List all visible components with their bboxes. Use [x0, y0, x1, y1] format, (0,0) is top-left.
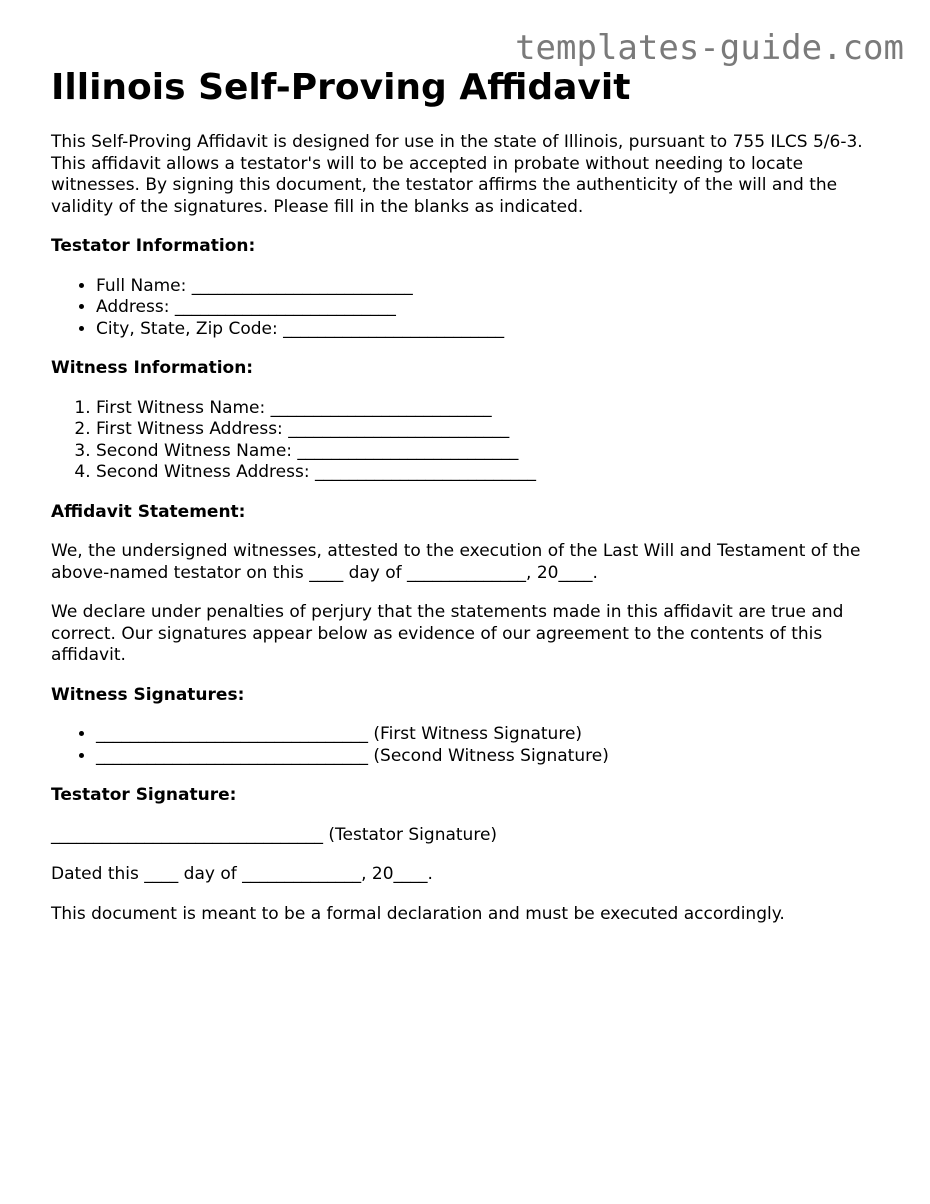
- document-title: Illinois Self-Proving Affidavit: [51, 67, 631, 108]
- testator-signature-line: ________________________________ (Testator Signature): [51, 824, 498, 845]
- closing-statement: This document is meant to be a formal declaration and must be executed accordingly.: [51, 903, 785, 924]
- affidavit-statement-heading: Affidavit Statement:: [51, 501, 246, 522]
- testator-city-state-zip-field: • City, State, Zip Code: __________________________: [96, 319, 891, 341]
- second-witness-address-field: 4. Second Witness Address: __________________________: [96, 462, 891, 484]
- first-witness-signature-line: • ________________________________ (First Witness Signature): [96, 724, 891, 746]
- testator-information-list: [51, 276, 891, 341]
- witness-information-list: [51, 398, 891, 484]
- witness-information-heading: Witness Information:: [51, 358, 254, 378]
- testator-address-field: • Address: __________________________: [96, 297, 891, 319]
- watermark: templates-guide.com: [515, 28, 904, 68]
- witness-signatures-heading: Witness Signatures:: [51, 684, 245, 705]
- testator-full-name-field: • Full Name: __________________________: [96, 276, 891, 298]
- first-witness-name-field: 1. First Witness Name: __________________________: [96, 398, 891, 420]
- affidavit-statement-paragraph-1: We, the undersigned witnesses, attested to the execution of the Last Will and Testament of the above-named testator on this ____ day of ______________, 20____.: [51, 541, 861, 583]
- witness-signatures-list: [51, 724, 891, 767]
- first-witness-address-field: 2. First Witness Address: __________________________: [96, 419, 891, 441]
- testator-information-heading: Testator Information:: [51, 236, 256, 256]
- second-witness-name-field: 3. Second Witness Name: __________________________: [96, 441, 891, 463]
- testator-signature-heading: Testator Signature:: [51, 785, 237, 805]
- dated-line: Dated this ____ day of ______________, 20____.: [51, 864, 433, 884]
- second-witness-signature-line: • ________________________________ (Second Witness Signature): [96, 746, 891, 768]
- document-body: [51, 64, 891, 943]
- affidavit-statement-paragraph-2: We declare under penalties of perjury that the statements made in this affidavit are true and correct. Our signatures appear below as evidence of our agreement to the contents of this affidavit.: [51, 602, 844, 665]
- intro-paragraph: This Self-Proving Affidavit is designed for use in the state of Illinois, pursuant to 755 ILCS 5/6-3. This affidavit allows a testator's will to be accepted in probate without needing to locate witnesses. By signing this document, the testator affirms the authenticity of the will and the validity of the signatures. Please fill in the blanks as indicated.: [51, 132, 863, 217]
